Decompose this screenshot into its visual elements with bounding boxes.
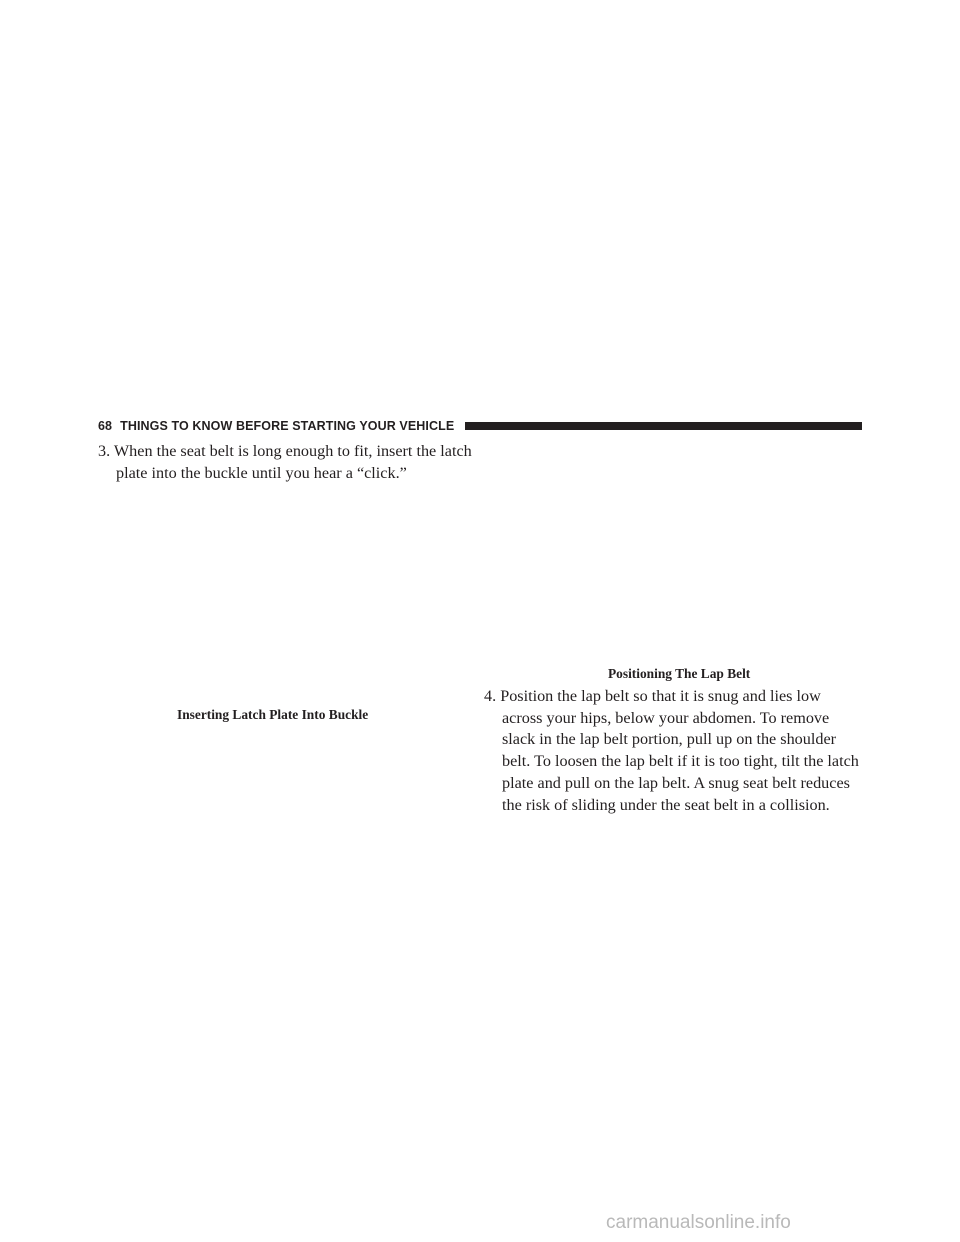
step-4-line-5: plate and pull on the lap belt. A snug seat belt reduces xyxy=(502,773,850,792)
step-4-paragraph xyxy=(484,686,864,816)
step-3-text-1: When the seat belt is long enough to fit, insert the latch xyxy=(113,442,472,460)
header-text xyxy=(98,418,454,435)
step-4-line-2: across your hips, below your abdomen. To remove xyxy=(502,708,830,727)
header-rule xyxy=(465,422,862,430)
page-number: 68 xyxy=(98,419,113,433)
figure-caption-inserting-latch-plate: Inserting Latch Plate Into Buckle xyxy=(177,707,369,722)
running-header xyxy=(98,418,862,435)
figure-inserting-latch-plate xyxy=(98,490,476,700)
step-4-line-3: slack in the lap belt portion, pull up on the shoulder xyxy=(502,730,837,749)
step-3-line-2: plate into the buckle until you hear a “click.” xyxy=(116,463,407,482)
figure-positioning-lap-belt xyxy=(484,445,862,660)
step-3-number: 3. xyxy=(98,442,111,460)
section-title: THINGS TO KNOW BEFORE STARTING YOUR VEHICLE xyxy=(120,419,455,433)
step-3-paragraph xyxy=(98,441,476,484)
step-4-line-6: the risk of sliding under the seat belt in a collision. xyxy=(502,795,830,814)
step-4-number: 4. xyxy=(484,687,497,705)
step-4-line-4: belt. To loosen the lap belt if it is too tight, tilt the latch xyxy=(502,752,859,771)
step-3-line-1 xyxy=(98,441,476,463)
step-4-text-1: Position the lap belt so that it is snug and lies low xyxy=(500,687,821,705)
step-4-line-1 xyxy=(484,686,864,708)
figure-caption-positioning-lap-belt: Positioning The Lap Belt xyxy=(608,666,751,681)
watermark: carmanualsonline.info xyxy=(606,1212,791,1233)
